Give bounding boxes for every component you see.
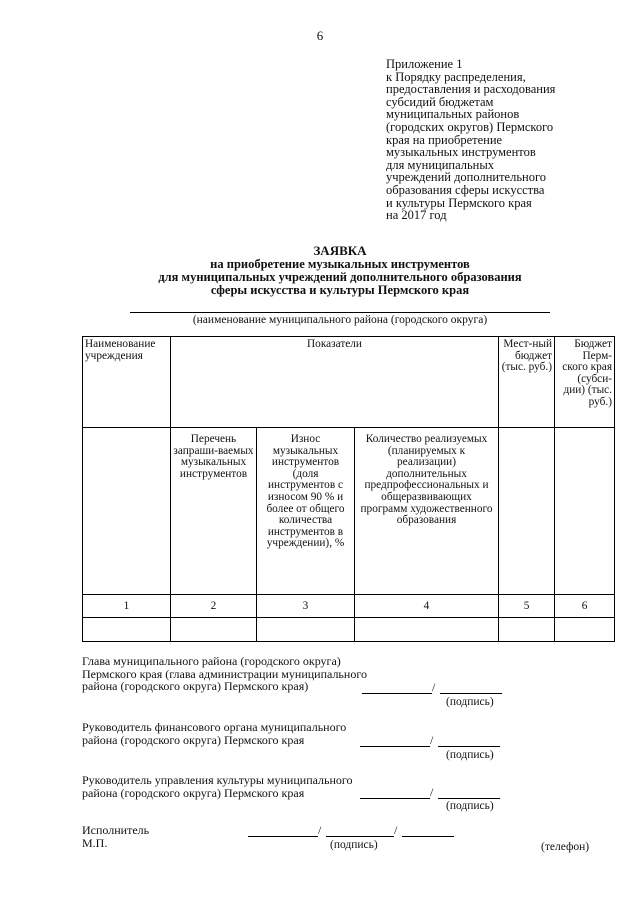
document-title: ЗАЯВКА [313,243,367,258]
district-name-line[interactable] [130,312,550,313]
subheader-empty-cell [83,428,171,595]
signature-label-line: района (городского округа) Пермского края) [82,679,309,693]
signature-separator: / [318,823,322,837]
column-number: 4 [355,595,499,618]
signature-separator: / [430,733,434,747]
signature-label-line: района (городского округа) Пермского края [82,732,305,747]
appendix-line: и культуры Пермского края [386,195,532,210]
appendix-line: для муниципальных [386,157,495,172]
stamp-label: М.П. [82,835,108,850]
signature-finance-label [82,721,382,746]
table-cell[interactable] [257,618,355,642]
table-row [83,618,615,642]
col-indicators: Показатели [171,337,499,428]
table-cell[interactable] [171,618,257,642]
table-header-row [83,337,615,428]
executor-sign-line[interactable] [326,836,394,837]
column-number-row [83,595,615,618]
column-number: 3 [257,595,355,618]
appendix-line: к Порядку распределения, [386,69,526,84]
signature-label-line: Глава муниципального района (городского округа) [82,654,341,668]
executor-name-line[interactable] [248,836,318,837]
signature-head-caption: (подпись) [446,696,494,708]
executor-sign-caption: (подпись) [330,839,378,851]
col-instrument-wear: Износ музыкальных инструментов (доля инструментов с износом 90 % и более от общего количества инструментов в учреждении), % [257,428,355,595]
appendix-line: учреждений дополнительного [386,170,547,185]
appendix-line: музыкальных инструментов [386,145,536,160]
table-cell[interactable] [355,618,499,642]
signature-label-line: Руководитель финансового органа муниципального [82,720,347,734]
signature-label-line: Руководитель управления культуры муниципального [82,773,353,787]
column-number: 5 [499,595,555,618]
appendix-line: на 2017 год [386,208,447,223]
executor-label: Исполнитель [82,823,150,837]
col-programs-count: Количество реализуемых (планируемых к реализации) дополнительных предпрофессиональных и общеразвивающих программ художественного образования [355,428,499,595]
signature-separator: / [430,785,434,799]
page-number: 6 [316,28,324,43]
signature-culture-line[interactable] [360,798,430,799]
appendix-line: края на приобретение [386,132,503,147]
subtitle-line: сферы искусства и культуры Пермского края [210,283,470,297]
appendix-line: муниципальных районов [386,107,520,122]
application-table [82,336,615,642]
signature-culture-name-line[interactable] [438,798,500,799]
subtitle-line: для муниципальных учреждений дополнительного образования [158,270,522,284]
signature-separator: / [432,680,436,694]
table-cell[interactable] [83,618,171,642]
subtitle-line: на приобретение музыкальных инструментов [210,257,470,271]
signature-separator: / [394,823,398,837]
appendix-line: предоставления и расходования [386,82,556,97]
column-number: 6 [555,595,615,618]
subheader-empty-cell [499,428,555,595]
signature-finance-name-line[interactable] [438,746,500,747]
table-cell[interactable] [555,618,615,642]
signature-culture-caption: (подпись) [446,800,494,812]
col-local-budget: Мест-ный бюджет (тыс. руб.) [499,337,555,428]
appendix-note [386,58,616,222]
signature-head-label [82,655,382,693]
column-number: 1 [83,595,171,618]
appendix-line: образования сферы искусства [386,182,545,197]
appendix-line: Приложение 1 [386,57,463,71]
district-name-hint: (наименование муниципального района (городского округа) [192,314,488,326]
table-cell[interactable] [499,618,555,642]
signature-finance-line[interactable] [360,746,430,747]
signature-head-name-line[interactable] [440,693,502,694]
signature-culture-label [82,774,382,799]
document-subtitle [0,258,640,297]
appendix-line: субсидий бюджетам [386,94,494,109]
signature-label-line: района (городского округа) Пермского края [82,785,305,800]
signature-label-line: Пермского края (глава администрации муниципального [82,666,367,681]
signature-finance-caption: (подпись) [446,749,494,761]
col-instrument-list: Перечень запраши-ваемых музыкальных инструментов [171,428,257,595]
subheader-empty-cell [555,428,615,595]
executor-phone-caption: (телефон) [541,841,590,853]
col-institution: Наименование учреждения [83,337,171,428]
executor-phone-line[interactable] [402,836,454,837]
signature-head-line[interactable] [362,693,432,694]
col-region-budget: Бюджет Перм-ского края (субси-дии) (тыс. руб.) [555,337,615,428]
column-number: 2 [171,595,257,618]
appendix-line: (городских округов) Пермского [386,119,554,134]
table-subheader-row [83,428,615,595]
